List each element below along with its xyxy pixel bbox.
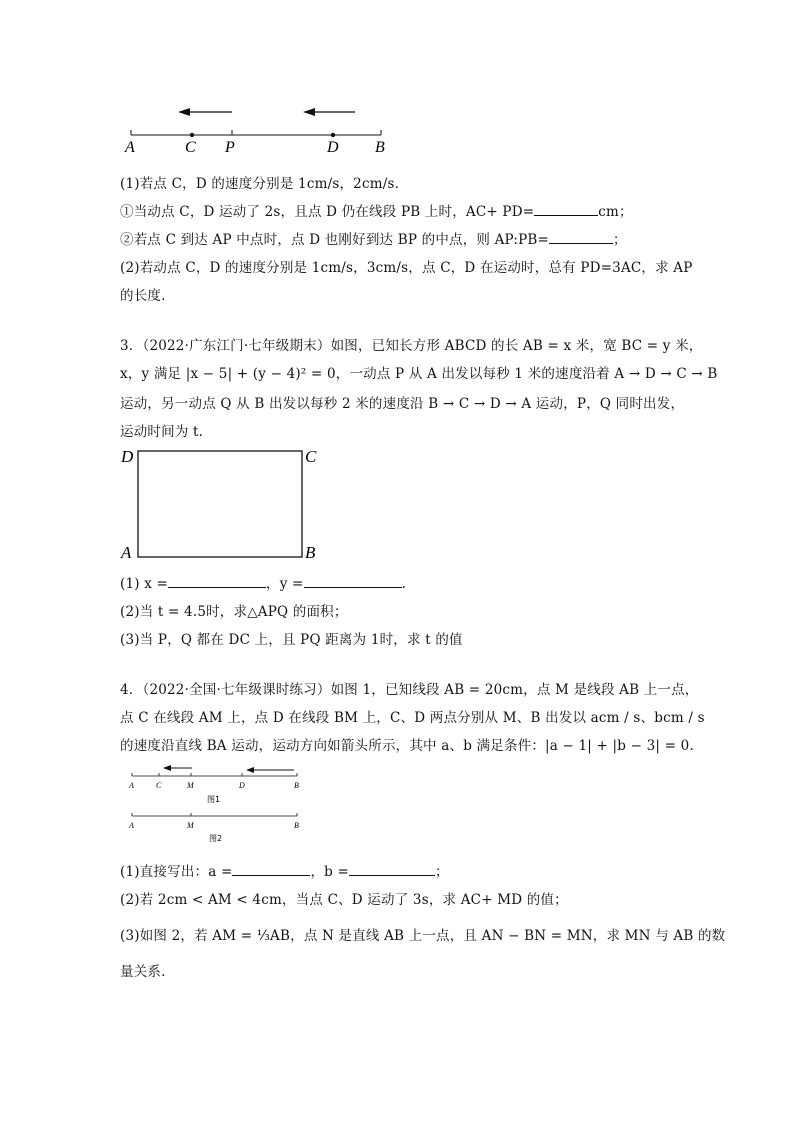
label-c: C — [185, 139, 196, 156]
label-d: D — [121, 447, 134, 466]
p4-q1-end: ； — [435, 864, 449, 880]
p3-line1: 3．（2022·广东江门·七年级期末）如图，已知长方形 ABCD 的长 AB = x 米，宽 BC = y 米， — [120, 338, 703, 354]
label-a: A — [129, 821, 134, 830]
label-c: C — [305, 447, 317, 466]
label-b: B — [305, 543, 316, 562]
caption-fig2: 图2 — [209, 834, 223, 843]
p3-q1-y: ，y = — [266, 576, 304, 592]
p4-line2: 点 C 在线段 AM 上，点 D 在线段 BM 上，C、D 两点分别从 M、B 出发以 acm / s、bcm / s — [120, 710, 705, 726]
label-a: A — [129, 781, 134, 790]
p3-line4: 运动时间为 t. — [120, 424, 204, 440]
p2-q1b-end: ； — [613, 232, 627, 248]
caption-fig1: 图1 — [207, 795, 221, 804]
p2-q1b-text: ②若点 C 到达 AP 中点时，点 D 也刚好到达 BP 的中点，则 AP:PB= — [120, 232, 550, 248]
p4-q1-a: (1)直接写出：a = — [120, 864, 233, 880]
p4-q1-b: ，b = — [310, 864, 350, 880]
label-b: B — [375, 139, 385, 156]
answer-blank[interactable] — [349, 863, 435, 876]
label-b: B — [294, 781, 299, 790]
label-a: A — [121, 543, 132, 562]
p2-q2-line2: 的长度. — [120, 288, 166, 304]
label-m: M — [187, 781, 194, 790]
p4-line3: 的速度沿直线 BA 运动，运动方向如箭头所示，其中 a、b 满足条件：|a − 1| + |b − 3| = 0. — [120, 738, 694, 754]
p4-q3-line2: 量关系. — [120, 964, 166, 980]
p2-q1a-unit: cm； — [598, 204, 633, 220]
label-m: M — [187, 821, 194, 830]
p2-q1: (1)若点 C，D 的速度分别是 1cm/s，2cm/s. — [120, 176, 400, 192]
p3-line2: x，y 满足 |x − 5| + (y − 4)² = 0，一动点 P 从 A 出发以每秒 1 米的速度沿着 A → D → C → B — [120, 366, 718, 382]
p3-line3: 运动，另一动点 Q 从 B 出发以每秒 2 米的速度沿 B → C → D → A 运动，P，Q 同时出发， — [120, 396, 685, 412]
p3-q1-x: (1) x = — [120, 576, 169, 592]
p4-q2: (2)若 2cm < AM < 4cm，当点 C、D 运动了 3s，求 AC+ MD 的值； — [120, 892, 568, 908]
p4-q1 — [120, 860, 449, 880]
p2-q2-line1: (2)若动点 C，D 的速度分别是 1cm/s，3cm/s，点 C，D 在运动时，总有 PD=3AC，求 AP — [120, 260, 693, 276]
p3-q3: (3)当 P，Q 都在 DC 上，且 PQ 距离为 1时，求 t 的值 — [120, 632, 463, 648]
label-a: A — [125, 139, 135, 156]
p4-line1: 4．（2022·全国·七年级课时练习）如图 1，已知线段 AB = 20cm，点 M 是线段 AB 上一点， — [120, 682, 699, 698]
p4-q3-line1: (3)如图 2，若 AM = ⅓AB，点 N 是直线 AB 上一点，且 AN − BN = MN，求 MN 与 AB 的数 — [120, 928, 726, 944]
label-b: B — [294, 821, 299, 830]
p3-q2: (2)当 t = 4.5时，求△APQ 的面积； — [120, 604, 348, 620]
label-d: D — [327, 139, 339, 156]
label-c: C — [156, 781, 162, 790]
label-p: P — [225, 139, 235, 156]
p2-q1a-text: ①当动点 C，D 运动了 2s，且点 D 仍在线段 PB 上时，AC+ PD= — [120, 204, 535, 220]
label-d: D — [239, 781, 245, 790]
answer-blank[interactable] — [232, 863, 310, 876]
p3-q1-end: . — [401, 576, 407, 592]
